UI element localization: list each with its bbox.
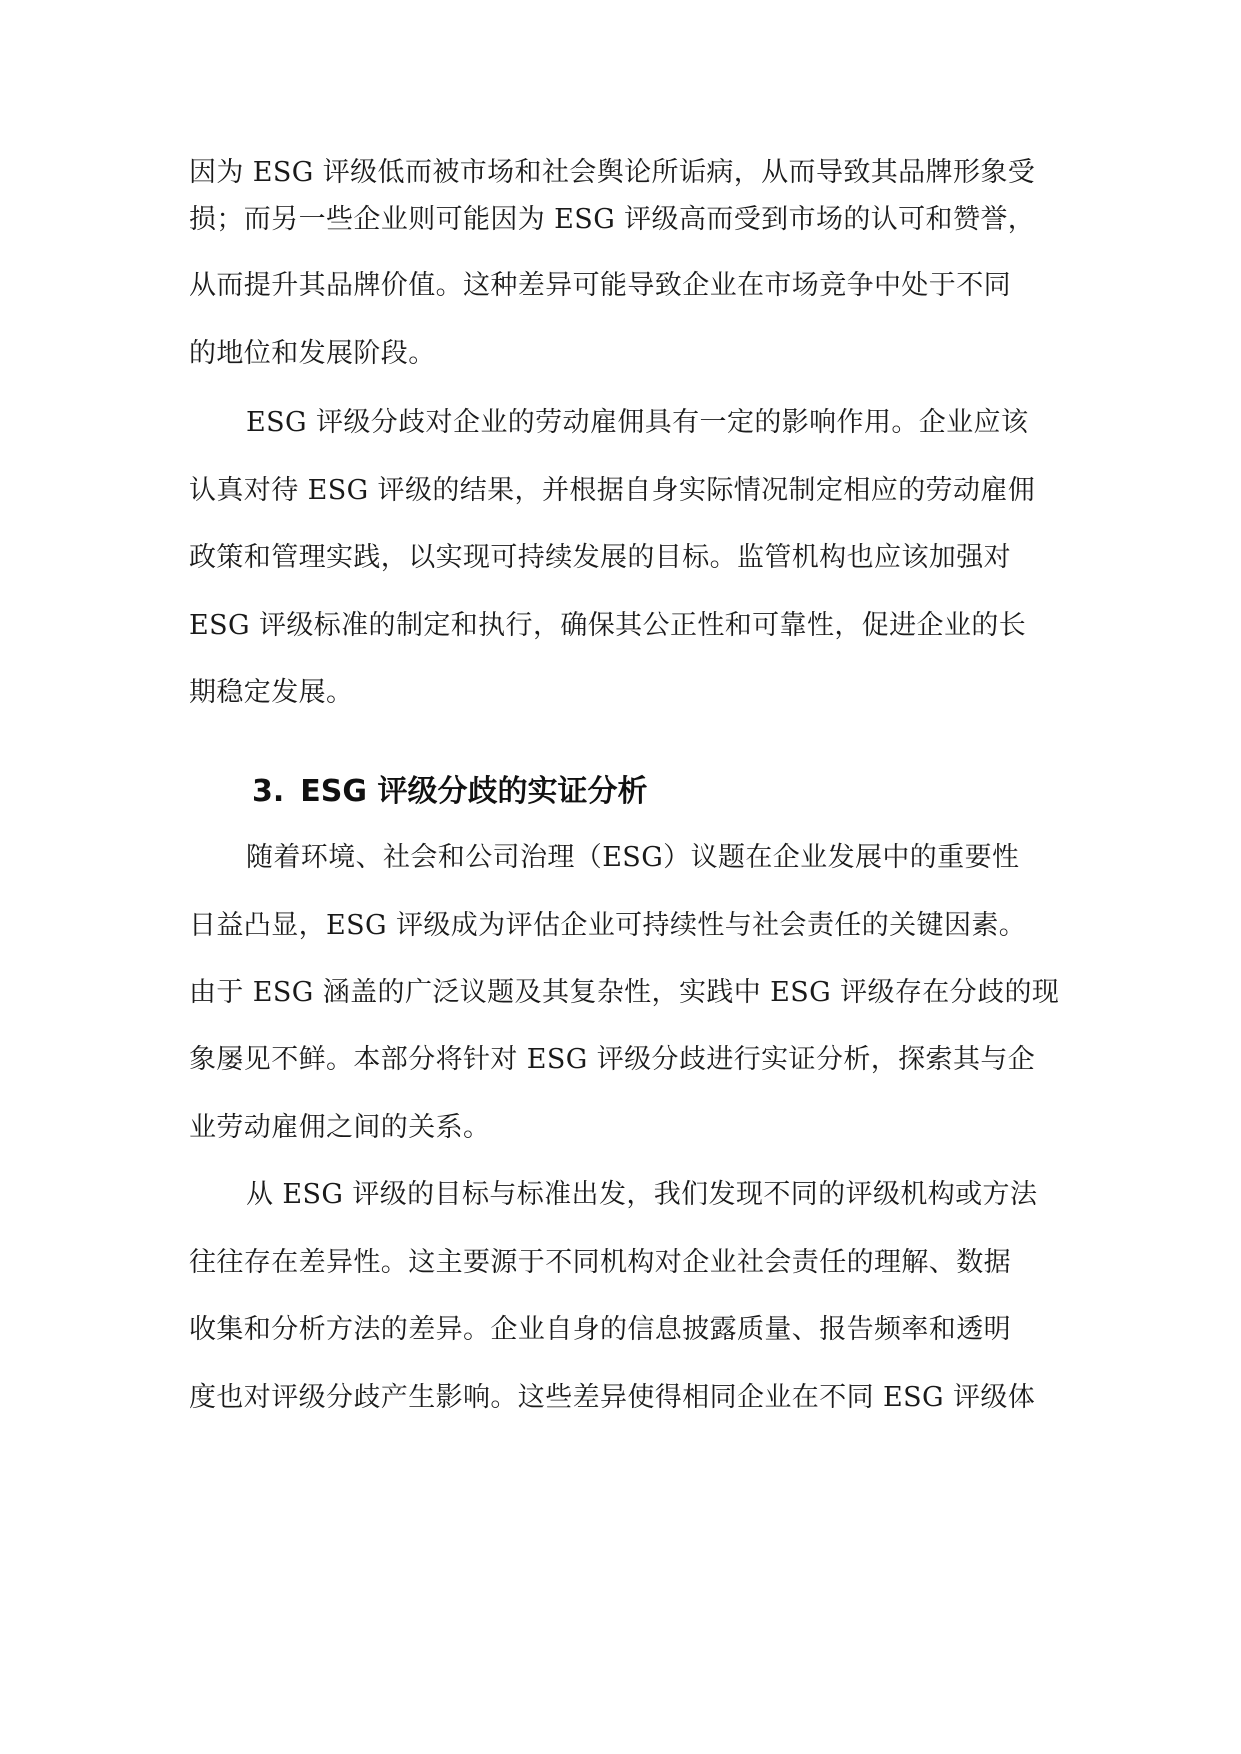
text-line: ESG 评级分歧对企业的劳动雇佣具有一定的影响作用。企业应该: [246, 407, 1029, 438]
text-line: 因为 ESG 评级低而被市场和社会舆论所诟病，从而导致其品牌形象受: [189, 157, 1036, 188]
text-line: 日益凸显，ESG 评级成为评估企业可持续性与社会责任的关键因素。: [189, 910, 1027, 941]
text-line: 由于 ESG 涵盖的广泛议题及其复杂性，实践中 ESG 评级存在分歧的现: [189, 977, 1060, 1008]
text-line: 期稳定发展。: [189, 677, 354, 708]
section-title: ESG 评级分歧的实证分析: [300, 774, 648, 809]
section-heading: [252, 770, 1072, 814]
text-line: 往往存在差异性。这主要源于不同机构对企业社会责任的理解、数据: [189, 1247, 1011, 1278]
text-line: ESG 评级标准的制定和执行，确保其公正性和可靠性，促进企业的长: [189, 610, 1027, 641]
text-line: 随着环境、社会和公司治理（ESG）议题在企业发展中的重要性: [246, 842, 1020, 873]
text-line: 认真对待 ESG 评级的结果，并根据自身实际情况制定相应的劳动雇佣: [189, 475, 1036, 506]
text-line: 的地位和发展阶段。: [189, 338, 436, 369]
text-line: 收集和分析方法的差异。企业自身的信息披露质量、报告频率和透明: [189, 1314, 1011, 1345]
text-line: 从而提升其品牌价值。这种差异可能导致企业在市场竞争中处于不同: [189, 270, 1011, 301]
text-line: 象屡见不鲜。本部分将针对 ESG 评级分歧进行实证分析，探索其与企: [189, 1044, 1036, 1075]
text-line: 业劳动雇佣之间的关系。: [189, 1112, 491, 1143]
text-line: 度也对评级分歧产生影响。这些差异使得相同企业在不同 ESG 评级体: [189, 1382, 1036, 1413]
text-line: 损；而另一些企业则可能因为 ESG 评级高而受到市场的认可和赞誉，: [189, 204, 1036, 235]
section-number: 3.: [252, 774, 285, 809]
text-line: 政策和管理实践，以实现可持续发展的目标。监管机构也应该加强对: [189, 542, 1011, 573]
text-line: 从 ESG 评级的目标与标准出发，我们发现不同的评级机构或方法: [246, 1179, 1038, 1210]
